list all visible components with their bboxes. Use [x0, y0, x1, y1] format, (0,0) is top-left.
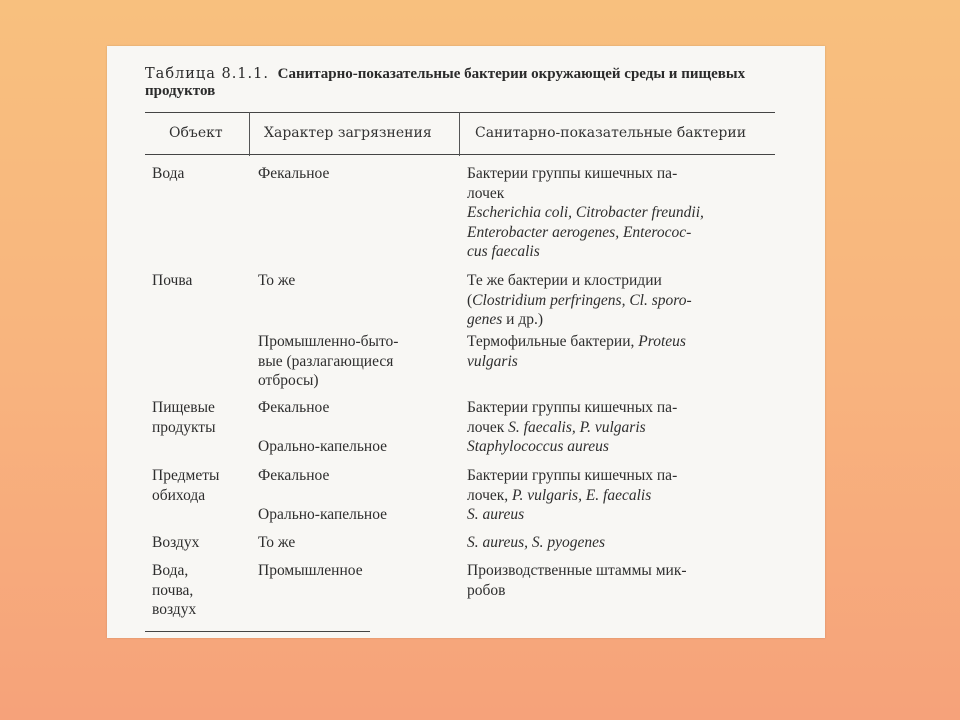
r2-bacteria-line	[467, 291, 807, 311]
r6-bacteria: S. aureus, S. pyogenes	[467, 534, 606, 551]
r3-text: Термофильные бактерии,	[467, 333, 639, 350]
r3-pollution-line: вые (разлагающиеся	[258, 352, 394, 370]
scanned-page	[107, 46, 825, 638]
r1-bacteria	[467, 164, 807, 262]
r7-bacteria-line: Производственные штаммы мик-	[467, 562, 687, 579]
r5-bacteria	[467, 466, 807, 525]
r7-object-line: Вода,	[152, 562, 189, 579]
r4-text: лочек	[467, 418, 509, 436]
bottom-rule	[145, 631, 370, 632]
table-number: Таблица 8.1.1.	[145, 66, 270, 82]
r5-bacteria-line	[467, 486, 807, 506]
r4-object	[152, 398, 252, 437]
r1-bacteria-line: лочек	[467, 184, 505, 202]
r3-pollution-line: отбросы)	[258, 372, 319, 389]
r4-pollution-a: Фекальное	[258, 399, 330, 416]
r4-bacteria-line	[467, 418, 807, 438]
table-title: Санитарно-показательные бактерии окружающей среды и пищевых продуктов	[145, 66, 746, 99]
r1-pollution: Фекальное	[258, 165, 330, 182]
r3-pollution-line: Промышленно-быто-	[258, 333, 399, 350]
r1-object: Вода	[152, 165, 185, 182]
r3-bacteria	[467, 332, 807, 371]
r7-pollution: Промышленное	[258, 562, 363, 579]
r5-text: лочек,	[467, 486, 513, 504]
r3-species: Proteus	[638, 333, 686, 350]
r1-bacteria-line: cus faecalis	[467, 243, 540, 260]
r3-pollution	[258, 332, 458, 391]
r5-object-line: обихода	[152, 486, 206, 504]
r2-pollution: То же	[258, 272, 296, 289]
top-rule	[145, 112, 775, 113]
r2-paren: (	[467, 291, 473, 309]
r5-bacteria-line: S. aureus	[467, 506, 525, 523]
header-object: Объект	[169, 125, 223, 141]
r2-bacteria-line	[467, 310, 807, 330]
header-bacteria: Санитарно-показательные бактерии	[475, 125, 747, 141]
r5-species: P. vulgaris, E. faecalis	[512, 486, 652, 504]
r5-object	[152, 466, 252, 505]
header-rule	[145, 154, 775, 155]
r1-bacteria-line: Enterobacter aerogenes, Enterococ-	[467, 223, 692, 241]
r7-object	[152, 561, 252, 620]
r4-bacteria-line: Staphylococcus aureus	[467, 438, 609, 455]
r2-bacteria	[467, 271, 807, 330]
r7-object-line: почва,	[152, 581, 194, 599]
r2-species: Clostridium perfringens, Cl. sporo-	[472, 291, 692, 309]
header-divider-2	[459, 112, 460, 156]
r7-bacteria-line: робов	[467, 581, 506, 599]
r2-species-end: genes	[467, 311, 503, 328]
r4-bacteria-line: Бактерии группы кишечных па-	[467, 399, 678, 416]
r4-pollution-b: Орально-капельное	[258, 438, 388, 455]
r1-bacteria-line: Бактерии группы кишечных па-	[467, 165, 678, 182]
r4-object-line: Пищевые	[152, 399, 215, 416]
r3-bacteria-line: vulgaris	[467, 352, 518, 370]
r4-bacteria	[467, 398, 807, 457]
r5-object-line: Предметы	[152, 467, 220, 484]
r6-object: Воздух	[152, 534, 200, 551]
r7-bacteria	[467, 561, 807, 600]
r3-bacteria-line	[467, 332, 807, 352]
r4-object-line: продукты	[152, 418, 216, 436]
r2-bacteria-line: Те же бактерии и клостридии	[467, 272, 662, 289]
r5-pollution-b: Орально-капельное	[258, 506, 388, 523]
r1-bacteria-line: Escherichia coli, Citrobacter freundii,	[467, 204, 704, 221]
r2-object: Почва	[152, 272, 193, 289]
r5-bacteria-line: Бактерии группы кишечных па-	[467, 467, 678, 484]
r2-tail: и др.)	[502, 311, 544, 328]
r7-object-line: воздух	[152, 601, 197, 618]
r5-pollution-a: Фекальное	[258, 467, 330, 484]
r6-pollution: То же	[258, 534, 296, 551]
table-caption	[145, 66, 785, 100]
header-divider-1	[249, 112, 250, 156]
r4-species: S. faecalis, P. vulgaris	[508, 418, 646, 436]
header-pollution: Характер загрязнения	[264, 125, 432, 141]
